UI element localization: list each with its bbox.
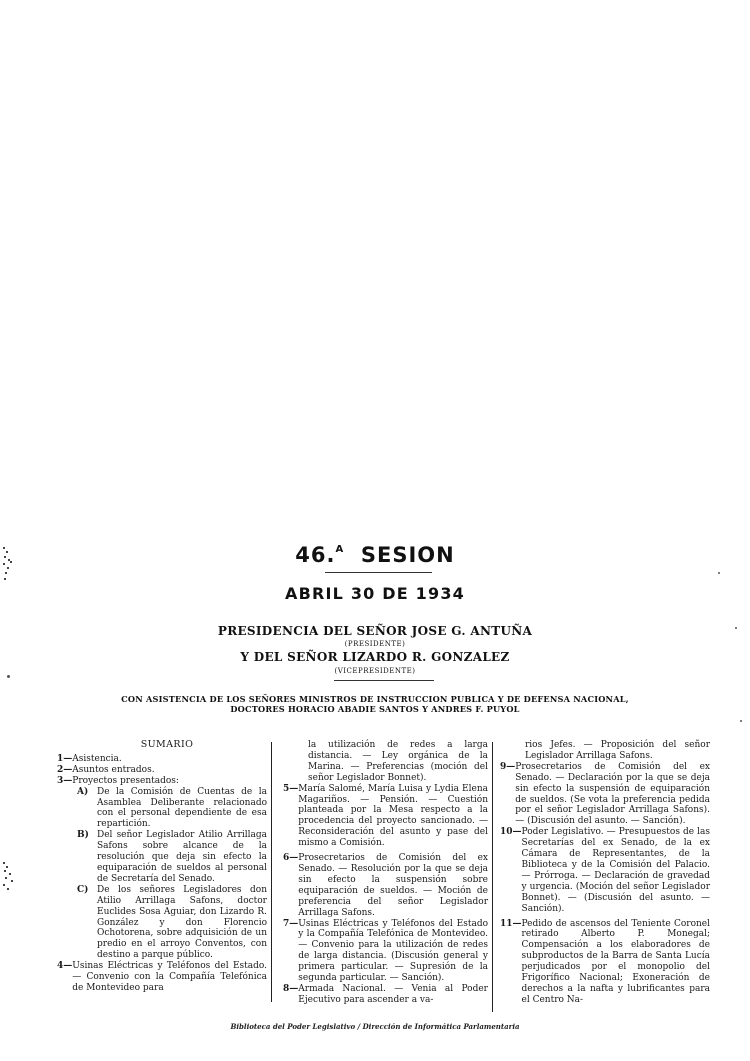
summary-item: 9— Prosecretarios de Comisión del ex Senado. — Declaración por la que se deja sin efecto la suspensión de equiparación de sueldos. (Se vota la preferencia pedida por el señor Legislador Arrillaga Safons). — (Discusión del asunto. — Sanción). [500, 761, 710, 827]
column-divider [271, 742, 272, 1002]
vice-presidency-role: (VICEPRESIDENTE) [334, 667, 416, 675]
summary-item: 4— Usinas Eléctricas y Teléfonos del Estado. — Convenio con la Compañía Telefónica de Montevideo para [57, 961, 267, 993]
presidency-role: (PRESIDENTE) [344, 640, 406, 648]
summary-heading: SUMARIO [140, 739, 194, 750]
summary-item: 3— Proyectos presentados: [57, 775, 179, 786]
presidency-line: PRESIDENCIA DEL SEÑOR JOSE G. ANTUÑA [217, 624, 533, 638]
column-divider [492, 742, 493, 1012]
session-ordinal: A [335, 544, 345, 555]
summary-item: 8— Armada Nacional. — Venia al Poder Ejecutivo para ascender a va- [283, 983, 488, 1005]
library-credit: Biblioteca del Poder Legislativo / Dirección de Informática Parlamentaria [230, 1022, 520, 1031]
vice-presidency-line: Y DEL SEÑOR LIZARDO R. GONZALEZ [240, 650, 510, 664]
summary-item-continuation: rios Jefes. — Proposición del señor Legislador Arrillaga Safons. [525, 740, 710, 761]
summary-item: 1— Asistencia. [57, 753, 122, 764]
summary-item: 11— Pedido de ascensos del Teniente Coronel retirado Alberto P. Monegal; Compensación a los elaboradores de subproductos de la Barra de Santa Lucía perjudicados por el monopolio del Frigorífico Nacional; Exoneración de derechos a la nafta y lubrificantes para el Centro Na- [500, 918, 710, 1005]
summary-column-3 [500, 740, 710, 1006]
presidency-divider [334, 680, 434, 681]
attendance-line-1: CON ASISTENCIA DE LOS SEÑORES MINISTROS DE INSTRUCCION PUBLICA Y DE DEFENSA NACIONAL, [121, 694, 629, 704]
summary-item: 10— Poder Legislativo. — Presupuestos de las Secretarías del ex Senado, de la ex Cámara de Representantes, de la Biblioteca y de la Comisión del Palacio. — Prórroga. — Declaración de gravedad y urgencia. (Moción del señor Legislador Bonnet). — (Discusión del asunto. — Sanción). [500, 827, 710, 914]
scan-speck [718, 572, 720, 574]
session-date: ABRIL 30 DE 1934 [285, 584, 465, 603]
summary-item: 2— Asuntos entrados. [57, 764, 155, 775]
session-title [0, 543, 750, 567]
summary-item: 7— Usinas Eléctricas y Teléfonos del Estado y la Compañía Telefónica de Montevideo. — Convenio para la utilización de redes de larga distancia. (Discusión general y primera particular. — Supresión de la segunda particular. — Sanción). [283, 918, 488, 984]
session-number: 46. [295, 543, 336, 567]
attendance-line-2: DOCTORES HORACIO ABADIE SANTOS Y ANDRES F. PUYOL [230, 704, 520, 714]
summary-subitem: A) De la Comisión de Cuentas de la Asamblea Deliberante relacionado con el personal dependiente de esa repartición. [77, 786, 267, 830]
scan-speck [7, 675, 10, 678]
scan-speck [740, 720, 742, 722]
summary-item-continuation: la utilización de redes a larga distancia. — Ley orgánica de la Marina. — Preferencias (moción del señor Legislador Bonnet). [308, 740, 488, 783]
title-divider [325, 572, 432, 573]
summary-item: 6— Prosecretarios de Comisión del ex Senado. — Resolución por la que se deja sin efecto la suspensión sobre equiparación de sueldos. — Moción de preferencia del señor Legislador Arrillaga Safons. [283, 853, 488, 918]
summary-subitem: B) Del señor Legislador Atilio Arrillaga Safons sobre alcance de la resolución que deja sin efecto la equiparación de sueldos al personal de Secretaría del Senado. [77, 830, 267, 884]
session-word: SESION [360, 543, 455, 567]
summary-column-1 [57, 740, 267, 994]
summary-subitem: C) De los señores Legisladores don Atilio Arrillaga Safons, doctor Euclides Sosa Aguiar, don Lizardo R. González y don Florencio Ochotorena, sobre adquisición de un predio en el arroyo Conventos, con destino a parque público. [77, 884, 267, 961]
summary-item: 5— María Salomé, María Luisa y Lydia Elena Magariños. — Pensión. — Cuestión planteada por la Mesa respecto a la procedencia del proyecto sancionado. — Reconsideración del asunto y pase del mismo a Comisión. [283, 783, 488, 849]
attendance-block [0, 694, 750, 714]
scan-noise [2, 860, 22, 900]
summary-column-2 [283, 740, 488, 1006]
